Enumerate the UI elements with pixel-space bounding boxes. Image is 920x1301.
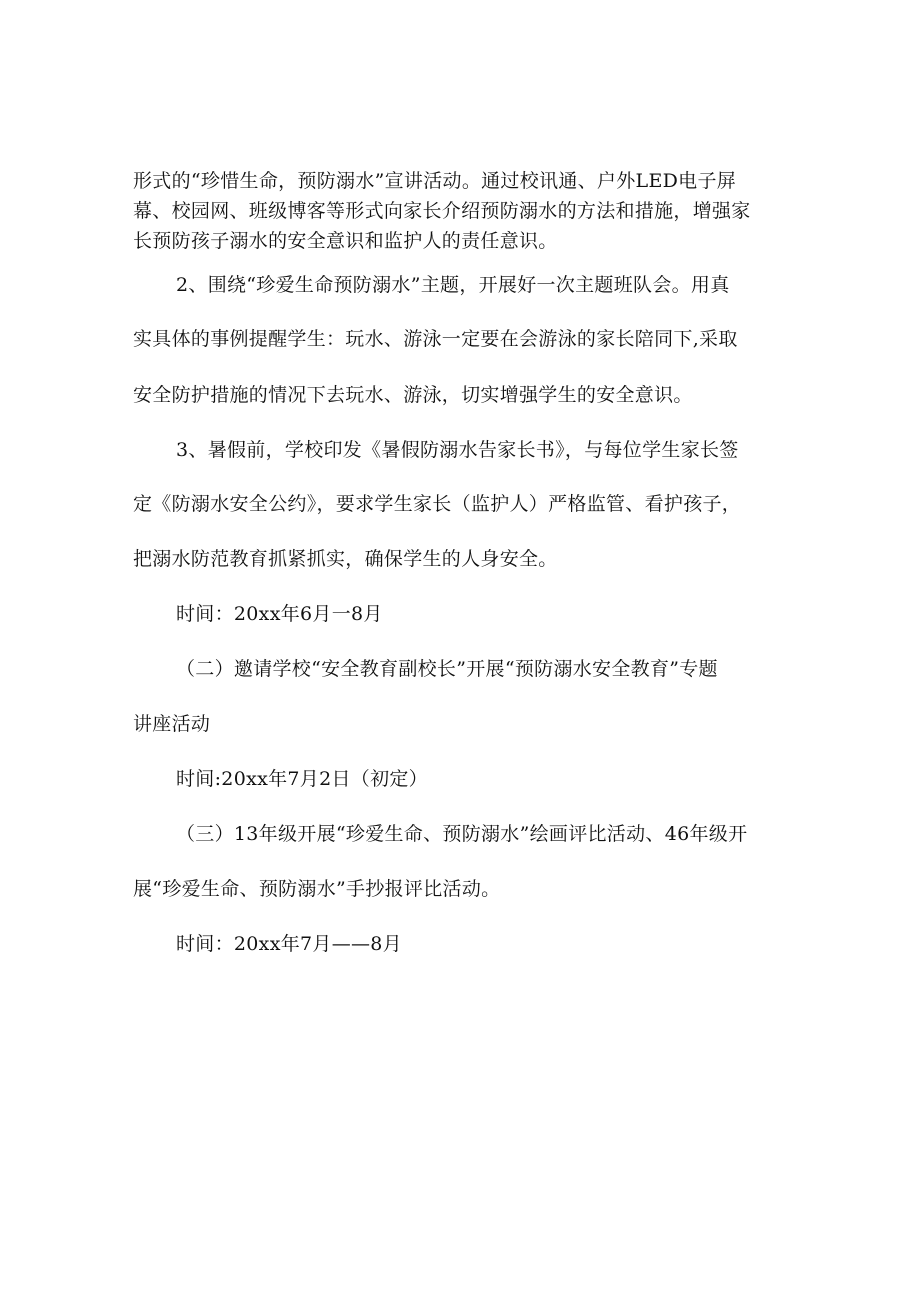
paragraph-2-line-3: 安全防护措施的情况下去玩水、游泳，切实增强学生的安全意识。 — [133, 384, 693, 406]
paragraph-4-line-2: 讲座活动 — [133, 713, 211, 735]
time-line-3: 时间：20xx年7月——8月 — [176, 933, 402, 955]
paragraph-1-line-2: 幕、校园网、班级博客等形式向家长介绍预防溺水的方法和措施，增强家 — [133, 200, 751, 222]
paragraph-5-line-1: （三）13年级开展“珍爱生命、预防溺水”绘画评比活动、46年级开 — [176, 823, 748, 845]
paragraph-3-line-3: 把溺水防范教育抓紧抓实，确保学生的人身安全。 — [133, 548, 558, 570]
paragraph-1-line-3: 长预防孩子溺水的安全意识和监护人的责任意识。 — [133, 230, 558, 252]
paragraph-3-line-1: 3、暑假前，学校印发《暑假防溺水告家长书》，与每位学生家长签 — [176, 439, 739, 461]
paragraph-3-line-2: 定《防溺水安全公约》，要求学生家长（监护人）严格监管、看护孩子， — [133, 493, 742, 515]
paragraph-1-line-1: 形式的“珍惜生命，预防溺水”宣讲活动。通过校讯通、户外LED电子屏 — [133, 170, 737, 192]
paragraph-4-line-1: （二）邀请学校“安全教育副校长”开展“预防溺水安全教育”专题 — [176, 658, 718, 680]
time-line-1: 时间：20xx年6月一8月 — [176, 603, 383, 625]
paragraph-2-line-2: 实具体的事例提醒学生：玩水、游泳一定要在会游泳的家长陪同下,采取 — [133, 328, 738, 350]
time-line-2: 时间:20xx年7月2日（初定） — [176, 768, 428, 790]
paragraph-5-line-2: 展“珍爱生命、预防溺水”手抄报评比活动。 — [133, 878, 501, 900]
paragraph-2-line-1: 2、围绕“珍爱生命预防溺水”主题，开展好一次主题班队会。用真 — [176, 274, 730, 296]
